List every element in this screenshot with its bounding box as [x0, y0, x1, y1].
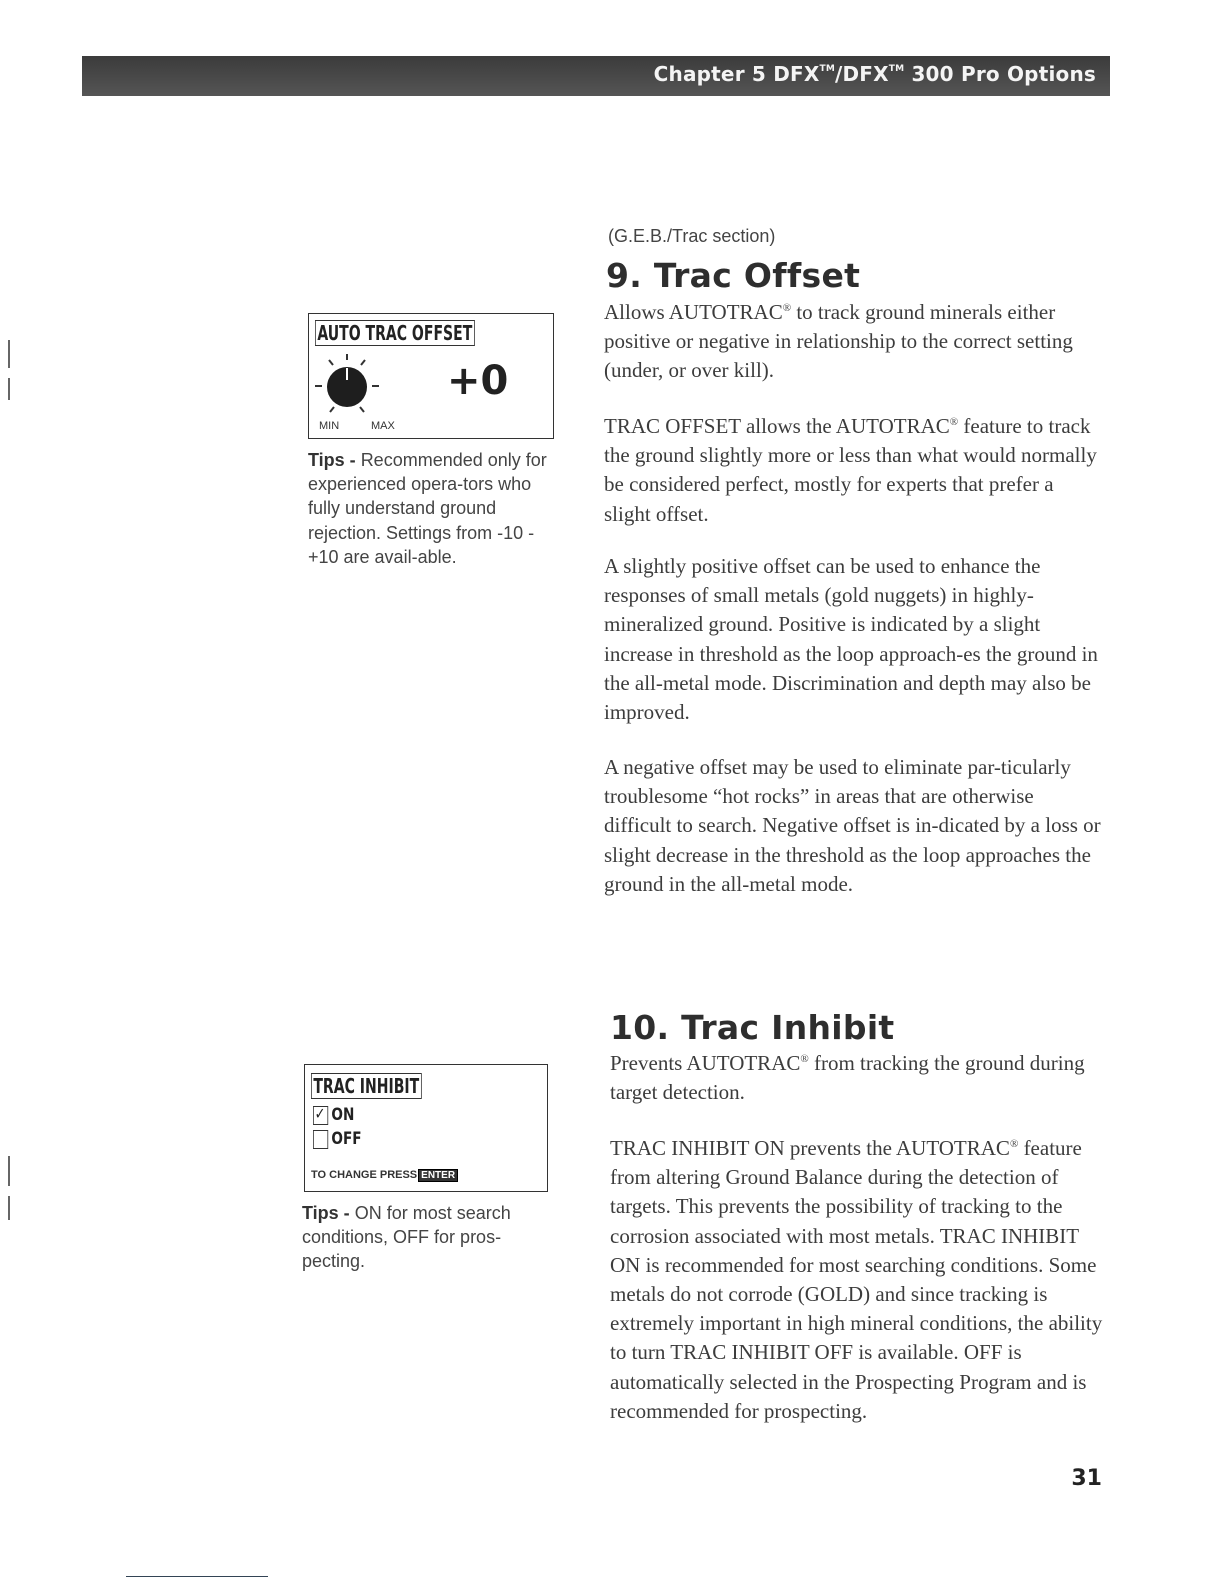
section-tag: (G.E.B./Trac section) — [608, 226, 776, 246]
footer-rule — [126, 1576, 268, 1577]
checkmark-icon: ✓ — [314, 1103, 326, 1123]
lcd-footer-text: TO CHANGE PRESS — [311, 1169, 418, 1181]
trac-inhibit-tips — [302, 1201, 542, 1274]
offset-value: +0 — [447, 358, 509, 404]
option-on-label: ON — [331, 1105, 355, 1125]
chapter-title — [654, 62, 1096, 86]
option-off-label: OFF — [331, 1129, 362, 1149]
trac-offset-paragraph: A slightly positive offset can be used to enhance the responses of small metals (gold nuggets) in highly-mineralized ground. Positive is indicated by a slight increase in threshold as the loop approach-es the ground in the all-metal mode. Discrimination and depth may also be improved. — [604, 554, 1098, 725]
option-on — [313, 1105, 354, 1125]
trac-offset-paragraph: A negative offset may be used to eliminate par-ticularly troublesome “hot rocks” in areas that are otherwise difficult to search. Negative offset is in-dicated by a loss or slight decrease in the threshold as the loop approaches the ground in the all-metal mode. — [604, 755, 1101, 896]
lcd-title: AUTO TRAC OFFSET — [315, 320, 475, 346]
rotary-knob-icon — [315, 354, 379, 418]
paragraph-text: Allows AUTOTRAC — [604, 300, 783, 324]
trac-offset-paragraph — [604, 408, 1104, 529]
chapter-title-part: /DFX — [834, 62, 889, 86]
tips-label: Tips - — [308, 450, 356, 470]
trac-offset-tips — [308, 448, 548, 569]
chapter-title-part: Chapter 5 DFX — [653, 62, 820, 86]
trac-inhibit-paragraph — [610, 1130, 1110, 1426]
registered-mark: ® — [1009, 1138, 1019, 1150]
trac-offset-paragraph — [604, 294, 1104, 386]
paragraph-text: to track ground minerals either positive or negative in relationship to the correct setting (under, or over kill). — [604, 300, 1073, 383]
auto-trac-offset-lcd — [308, 313, 554, 439]
trac-inhibit-lcd — [304, 1064, 548, 1192]
registered-mark: ® — [949, 416, 959, 428]
lcd-title: TRAC INHIBIT — [311, 1073, 422, 1099]
trac-offset-heading: 9. Trac Offset — [606, 256, 861, 295]
paragraph-text: feature to track the ground slightly more or less than what would normally be considered perfect, mostly for experts that prefer a slight offset. — [604, 414, 1097, 526]
paragraph-text: TRAC INHIBIT ON prevents the AUTOTRAC — [610, 1136, 1010, 1160]
paragraph-text: Prevents AUTOTRAC — [610, 1051, 801, 1075]
trac-inhibit-paragraph — [610, 1045, 1110, 1107]
enter-key-icon: ENTER — [418, 1169, 458, 1182]
margin-mark — [8, 1196, 10, 1220]
option-off — [313, 1129, 362, 1149]
trademark-mark: TM — [819, 64, 835, 74]
tips-label: Tips - — [302, 1203, 350, 1223]
chapter-title-part: 300 Pro Options — [904, 62, 1096, 86]
page-number: 31 — [1071, 1466, 1102, 1491]
paragraph-text: TRAC OFFSET allows the AUTOTRAC — [604, 414, 950, 438]
max-label: MAX — [371, 420, 395, 432]
margin-mark — [8, 378, 10, 400]
chapter-header-bar — [82, 56, 1110, 96]
trac-inhibit-heading: 10. Trac Inhibit — [610, 1008, 895, 1047]
trademark-mark: TM — [888, 64, 905, 74]
empty-box-icon — [313, 1130, 328, 1149]
paragraph-text: from tracking the ground during target detection. — [610, 1051, 1085, 1105]
registered-mark: ® — [800, 1053, 809, 1065]
registered-mark: ® — [782, 302, 792, 314]
lcd-footer — [311, 1169, 458, 1182]
tips-text: Recommended only for experienced opera-tors who fully understand ground rejection. Settings from -10 - +10 are avail-able. — [308, 450, 547, 567]
margin-mark — [8, 340, 10, 368]
paragraph-text: feature from altering Ground Balance during the detection of targets. This prevents the possibility of tracking to the corrosion associated with most metals. TRAC INHIBIT ON is recommended for most searching conditions. Some metals do not corrode (GOLD) and since tracking is extremely important in high mineral conditions, the ability to turn TRAC INHIBIT OFF is available. OFF is automatically selected in the Prospecting Program and is recommended for prospecting. — [610, 1136, 1103, 1423]
checked-box-icon — [313, 1103, 328, 1125]
margin-mark — [8, 1156, 10, 1186]
min-label: MIN — [319, 420, 340, 432]
tips-text: ON for most search conditions, OFF for pros-pecting. — [302, 1203, 511, 1272]
